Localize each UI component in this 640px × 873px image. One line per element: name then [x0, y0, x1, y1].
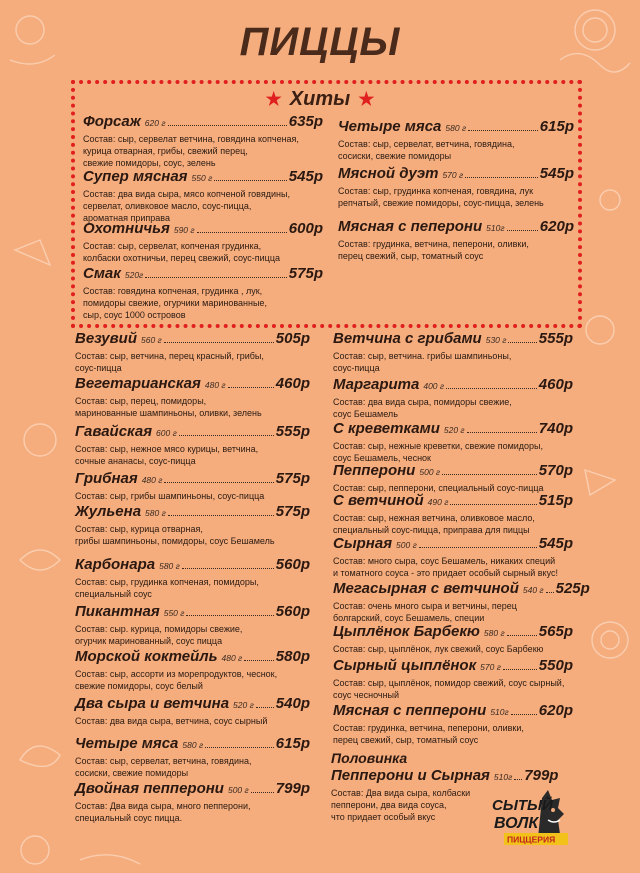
item-name: С ветчиной [333, 492, 424, 509]
dot-leader [446, 388, 537, 389]
item-description: Состав: грудинка, ветчина, пеперони, оливки, перец свежий, сыр, томатный соус [338, 239, 529, 261]
item-description: Состав: сыр, нежное мясо курицы, ветчина, сочные ананасы, соус-пицца [75, 444, 259, 466]
item-weight: 560 г [141, 335, 162, 345]
dot-leader [179, 435, 274, 436]
item-name: Цыплёнок Барбекю [333, 623, 480, 640]
item-name: Мясная с пеперони [338, 218, 483, 235]
item-weight: 500 г [419, 467, 441, 477]
item-description: Состав: сыр. курица, помидоры свежие, огурчик маринованный, соус пицца [75, 624, 243, 646]
dot-leader [251, 792, 274, 793]
menu-item [75, 695, 310, 727]
half-heading: Половинка [331, 750, 408, 766]
dot-leader [205, 747, 274, 748]
item-description: Состав: два вида сыра, помидоры свежие, соус Бешамель [333, 397, 512, 419]
item-name: Карбонара [75, 556, 156, 573]
item-price: 570р [538, 462, 573, 479]
item-price: 555р [538, 330, 573, 347]
menu-item [333, 535, 573, 579]
menu-item [75, 330, 310, 374]
menu-item [333, 462, 573, 494]
item-price: 525р [555, 580, 590, 597]
item-price: 555р [275, 423, 310, 440]
item-price: 740р [538, 420, 573, 437]
menu-item [75, 375, 310, 419]
item-price: 575р [275, 470, 310, 487]
item-price: 635р [288, 113, 323, 130]
menu-item [75, 503, 310, 547]
item-weight: 480 г [221, 653, 243, 663]
menu-item [83, 113, 323, 169]
logo-line1: СЫТЫЙ [492, 797, 553, 814]
item-description: Состав: сыр, сервелат, ветчина, говядина, сосиски, свежие помидоры [338, 139, 515, 161]
item-description: Состав: сыр, курица отварная, грибы шампиньоны, помидоры, соус Бешамель [75, 524, 275, 546]
menu-item [83, 220, 323, 264]
item-name: Грибная [75, 470, 138, 487]
item-price: 560р [275, 556, 310, 573]
item-weight: 510г [490, 707, 509, 717]
dot-leader [468, 130, 538, 131]
item-description: Состав: Два вида сыра, много пепперони, специальный соус пицца. [75, 801, 251, 823]
item-description: Состав: много сыра, соус Бешамель, никаких специй и томатного соуса - это придает особый сырный вкус! [333, 556, 558, 578]
item-weight: 580 г [483, 628, 505, 638]
dot-leader [145, 277, 287, 278]
item-description: Состав: сыр, ветчина. грибы шампиньоны, соус-пицца [333, 351, 512, 373]
item-price: 620р [538, 702, 573, 719]
item-weight: 570 г [480, 662, 501, 672]
item-weight: 520 г [233, 700, 254, 710]
logo-line2: ВОЛК [494, 815, 539, 832]
item-name: Двойная пепперони [75, 780, 224, 797]
item-weight: 500 г [227, 785, 249, 795]
menu-item [83, 265, 323, 321]
item-price: 620р [539, 218, 574, 235]
dot-leader [244, 660, 274, 661]
hits-title-text: Хиты [289, 88, 351, 110]
dot-leader [228, 387, 274, 388]
menu-item [338, 218, 574, 262]
item-weight: 570 г [442, 170, 464, 180]
item-weight: 580 г [145, 508, 166, 518]
menu-item [75, 556, 310, 600]
item-weight: 520г [124, 270, 144, 280]
item-name: Мегасырная с ветчиной [333, 580, 519, 597]
dot-leader [419, 547, 537, 548]
dot-leader [168, 125, 287, 126]
dot-leader [508, 342, 536, 343]
item-name: Маргарита [333, 376, 420, 393]
item-price: 600р [288, 220, 323, 237]
item-name: Пикантная [75, 603, 160, 620]
menu-item [83, 168, 323, 224]
item-description: Состав: сыр, пепперони, специальный соус-пицца [333, 483, 544, 493]
item-name: Жульена [75, 503, 142, 520]
item-name: Охотничья [83, 220, 170, 237]
menu-item [333, 580, 590, 624]
item-price: 545р [288, 168, 323, 185]
item-description: Состав: сыр, перец, помидоры, маринованные шампиньоны, оливки, зелень [75, 396, 262, 418]
item-name: Мясной дуэт [338, 165, 439, 182]
dot-leader [164, 342, 274, 343]
item-description: Состав: сыр, сервелат, копченая грудинка, колбаски охотничьи, перец свежий, соус-пицца [83, 241, 280, 263]
item-description: Состав: говядина копченая, грудинка , лук, помидоры свежие, огурчики маринованные, сыр, соус 1000 островов [83, 286, 267, 320]
item-description: Состав: сыр, цыплёнок, лук свежий, соус Барбекю [333, 644, 544, 654]
item-price: 560р [275, 603, 310, 620]
menu-item [333, 623, 573, 655]
item-name: Гавайская [75, 423, 153, 440]
item-description: Состав: очень много сыра и ветчины, перец болгарский, соус Бешамель, специи [333, 601, 517, 623]
menu-item [338, 165, 574, 209]
item-name: С креветками [333, 420, 440, 437]
dot-leader [465, 177, 538, 178]
menu-item [333, 376, 573, 420]
item-price: 615р [275, 735, 310, 752]
dot-leader [507, 230, 538, 231]
menu-item [75, 648, 310, 692]
dot-leader [182, 568, 274, 569]
item-price: 545р [539, 165, 574, 182]
item-weight: 580 г [159, 561, 180, 571]
dot-leader [467, 432, 537, 433]
dot-leader [256, 707, 274, 708]
item-weight: 490 г [427, 497, 449, 507]
item-price: 460р [275, 375, 310, 392]
dot-leader [503, 669, 537, 670]
item-name: Смак [83, 265, 121, 282]
star-icon: ★ [358, 89, 375, 109]
item-weight: 550 г [163, 608, 185, 618]
item-price: 545р [538, 535, 573, 552]
hits-title [0, 88, 640, 111]
item-price: 575р [288, 265, 323, 282]
menu-item [75, 470, 310, 502]
item-name: Сырная [333, 535, 393, 552]
item-price: 540р [275, 695, 310, 712]
item-price: 460р [538, 376, 573, 393]
item-name: Супер мясная [83, 168, 188, 185]
item-description: Состав: сыр, цыплёнок, помидор свежий, соус сырный, соус чесночный [333, 678, 565, 700]
item-price: 799р [524, 767, 559, 784]
item-description: Состав: сыр, грибы шампиньоны, соус-пицца [75, 491, 265, 501]
menu-item [338, 118, 574, 162]
item-weight: 510г [493, 772, 513, 782]
item-description: Состав: два вида сыра, мясо копченой говядины, сервелат, оливковое масло, соус-пицца, ароматная приправа [83, 189, 290, 223]
item-name: Вегетарианская [75, 375, 201, 392]
item-description: Состав: грудинка, ветчина, пеперони, оливки, перец свежий, сыр, томатный соус [333, 723, 524, 745]
page-title: ПИЦЦЫ [239, 20, 401, 64]
item-description: Состав: сыр, нежная ветчина, оливковое масло, специальный соус-пицца, приправа для пиццы [333, 513, 535, 535]
item-price: 799р [275, 780, 310, 797]
item-name: Везувий [75, 330, 137, 347]
dot-leader [214, 180, 287, 181]
item-name: Четыре мяса [338, 118, 442, 135]
menu-item [333, 420, 573, 464]
dot-leader [450, 504, 536, 505]
item-name: Мясная с пепперони [333, 702, 487, 719]
item-description: Состав: сыр, грудинка копченая, помидоры, специальный соус [75, 577, 259, 599]
item-weight: 580 г [445, 123, 467, 133]
item-price: 580р [275, 648, 310, 665]
item-name: Четыре мяса [75, 735, 179, 752]
item-description: Состав: Два вида сыра, колбаски пепперони, два вида соуса, что придает особый вкус [331, 788, 471, 822]
item-weight: 400 г [423, 381, 445, 391]
dot-leader [514, 779, 522, 780]
menu-item [333, 657, 573, 701]
item-description: Состав: два вида сыра, ветчина, соус сырный [75, 716, 268, 726]
menu-item [75, 423, 310, 467]
menu-item [333, 492, 573, 536]
star-icon: ★ [265, 89, 282, 109]
pizzeria-logo [490, 790, 574, 852]
menu-item [333, 702, 573, 746]
item-weight: 510г [486, 223, 505, 233]
logo-line3: ПИЦЦЕРИЯ [507, 834, 556, 845]
item-price: 550р [538, 657, 573, 674]
item-description: Состав: сыр, грудинка копченая, говядина, лук репчатый, свежие помидоры, соус-пицца, зелень [338, 186, 544, 208]
item-price: 615р [539, 118, 574, 135]
item-weight: 480 г [204, 380, 226, 390]
item-price: 565р [538, 623, 573, 640]
item-name: Сырный цыплёнок [333, 657, 477, 674]
item-weight: 620 г [144, 118, 166, 128]
dot-leader [511, 714, 537, 715]
dot-leader [186, 615, 273, 616]
dot-leader [546, 592, 554, 593]
dot-leader [168, 515, 274, 516]
dot-leader [442, 474, 537, 475]
item-name: Два сыра и ветчина [75, 695, 230, 712]
item-weight: 550 г [191, 173, 213, 183]
item-price: 505р [275, 330, 310, 347]
item-name: Ветчина с грибами [333, 330, 482, 347]
item-weight: 540 г [522, 585, 544, 595]
item-weight: 500 г [396, 540, 417, 550]
item-weight: 580 г [182, 740, 204, 750]
item-description: Состав: сыр, ветчина, перец красный, грибы, соус-пицца [75, 351, 264, 373]
item-name: Форсаж [83, 113, 141, 130]
item-description: Состав: сыр, сервелат, ветчина, говядина, сосиски, свежие помидоры [75, 756, 252, 778]
dot-leader [507, 635, 537, 636]
item-weight: 520 г [443, 425, 465, 435]
item-weight: 590 г [173, 225, 195, 235]
dot-leader [197, 232, 287, 233]
item-weight: 600 г [156, 428, 177, 438]
item-weight: 480 г [141, 475, 163, 485]
item-price: 515р [538, 492, 573, 509]
item-name: Морской коктейль [75, 648, 218, 665]
item-price: 575р [275, 503, 310, 520]
item-name: Пепперони и Сырная [331, 767, 490, 784]
menu-item [333, 330, 573, 374]
menu-item [75, 780, 310, 824]
dot-leader [164, 482, 273, 483]
item-description: Состав: сыр, ассорти из морепродуктов, чеснок, свежие помидоры, соус белый [75, 669, 278, 691]
item-weight: 530 г [485, 335, 507, 345]
item-description: Состав: сыр, сервелат ветчина, говядина копченая, курица отварная, грибы, свежий перец, свежие помидоры, соус, зелень [83, 134, 299, 168]
menu-item [75, 735, 310, 779]
item-name: Пепперони [333, 462, 416, 479]
item-description: Состав: сыр, нежные креветки, свежие помидоры, соус Бешамель, чеснок [333, 441, 544, 463]
menu-item [75, 603, 310, 647]
